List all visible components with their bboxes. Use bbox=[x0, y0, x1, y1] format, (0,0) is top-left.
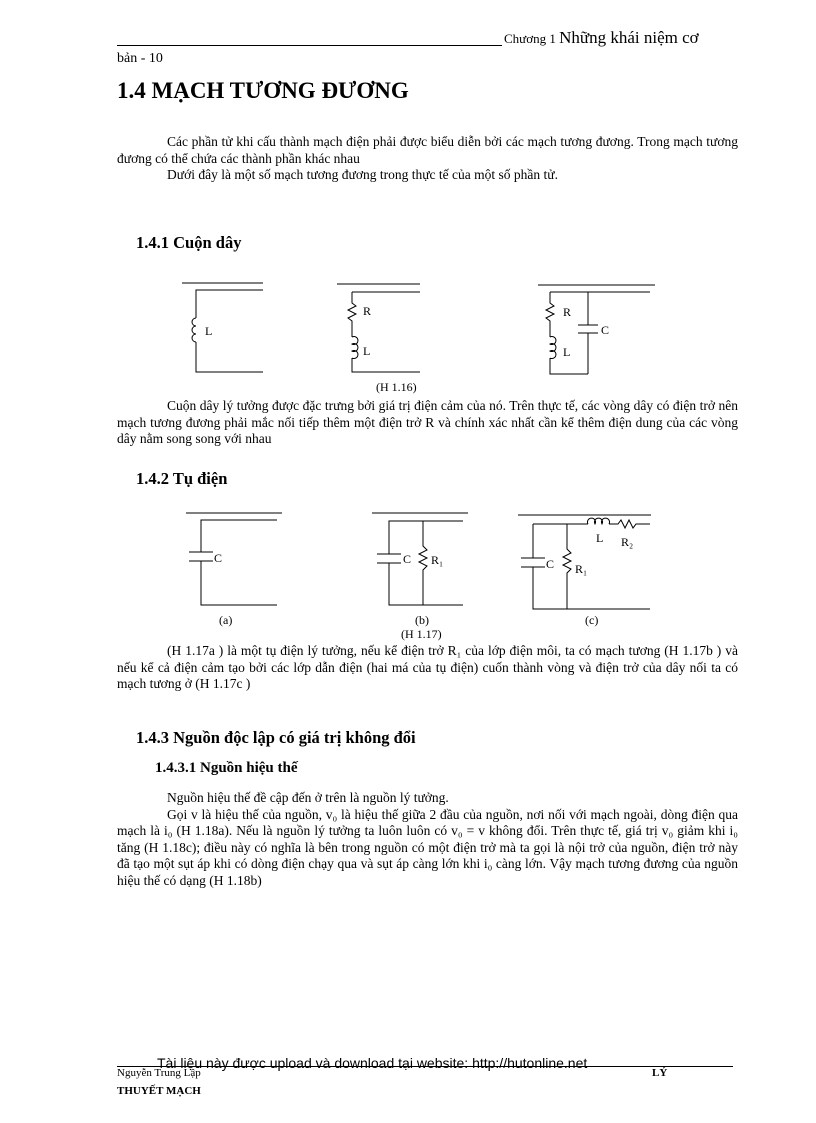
footer-right-text: LÝ bbox=[652, 1067, 668, 1079]
label-C: C bbox=[403, 552, 412, 566]
section-title: 1.4 MẠCH TƯƠNG ĐƯƠNG bbox=[117, 78, 409, 103]
label-R1: R₁ bbox=[575, 562, 588, 576]
label-L: L bbox=[363, 344, 371, 358]
chapter-title: Những khái niệm cơ bbox=[559, 28, 699, 47]
footer-watermark: Tài liệu này được upload và download tại website: http://hutonline.net bbox=[157, 1055, 588, 1071]
capacitor-paragraph: (H 1.17a ) là một tụ điện lý tưởng, nếu kể điện trở R₁ của lớp điện môi, ta có mạch tương (H 1.17b ) và nếu kể cả điện cảm tạo bởi các lớp dẫn điện (hai má của tụ điện) cuốn thành vòng và điện trở của dây nối ta có mạch tương ở (H 1.17c ) bbox=[117, 643, 738, 691]
page-number-line: bản - 10 bbox=[117, 51, 163, 66]
label-C: C bbox=[601, 323, 610, 337]
label-L: L bbox=[563, 345, 571, 359]
label-R2: R₂ bbox=[621, 535, 634, 549]
label-C: C bbox=[546, 557, 555, 571]
intro-paragraph-1: Các phần tử khi cấu thành mạch điện phải được biểu diễn bởi các mạch tương đương. Trong mạch tương đương có thể chứa các thành phần khác nhau bbox=[117, 134, 738, 166]
circuit-capacitor-parallel-r1 bbox=[372, 513, 468, 605]
label-R: R bbox=[563, 305, 572, 319]
heading-sources: 1.4.3 Nguồn độc lập có giá trị không đổi bbox=[136, 728, 416, 747]
label-C: C bbox=[214, 551, 223, 565]
circuit-ideal-capacitor bbox=[186, 513, 282, 605]
footer-subject: THUYẾT MẠCH bbox=[117, 1085, 201, 1097]
label-R: R bbox=[363, 304, 372, 318]
label-R1: R₁ bbox=[431, 553, 444, 567]
capacitor-text bbox=[117, 643, 738, 693]
inductor-paragraph: Cuộn dây lý tưởng được đặc trưng bởi giá trị điện cảm của nó. Trên thực tế, các vòng dây có điện trở nên mạch tương đương phải mắc nối tiếp thêm một điện trở R và chính xác nhất cần kể thêm điện dung của các vòng dây nằm song song với nhau bbox=[117, 398, 738, 446]
circuit-capacitor-full bbox=[518, 515, 651, 609]
sub-caption-c: (c) bbox=[585, 613, 599, 627]
label-L: L bbox=[596, 531, 604, 545]
heading-voltage-source: 1.4.3.1 Nguồn hiệu thế bbox=[155, 760, 298, 776]
chapter-prefix: Chương 1 bbox=[504, 31, 556, 46]
footer-author: Nguyễn Trung Lập bbox=[117, 1067, 201, 1079]
sub-caption-a: (a) bbox=[219, 613, 233, 627]
sub-caption-b: (b) bbox=[415, 613, 429, 627]
voltage-source-paragraph-2: Gọi v là hiệu thế của nguồn, v₀ là hiệu thế giữa 2 đầu của nguồn, nơi nối với mạch ngoài, dòng điện qua mạch là i₀ (H 1.18a). Nếu là nguồn lý tưởng ta luôn luôn có v₀ = v không đổi. Trên thực tế, giá trị v₀ giảm khi i₀ tăng (H 1.18c); điều này có nghĩa là bên trong nguồn có một điện trở mà ta gọi là nội trở của nguồn, điện trở này đã tạo một sụt áp khi có dòng điện chạy qua và sụt áp càng lớn khi i₀ càng lớn. Vậy mạch tương đương của nguồn hiệu thế có dạng (H 1.18b) bbox=[117, 806, 738, 888]
heading-capacitor: 1.4.2 Tụ điện bbox=[136, 469, 228, 488]
label-L: L bbox=[205, 324, 213, 338]
figure-caption-h117: (H 1.17) bbox=[401, 627, 442, 641]
figure-caption-h116: (H 1.16) bbox=[376, 380, 417, 394]
heading-inductor: 1.4.1 Cuộn dây bbox=[136, 233, 242, 252]
voltage-source-paragraph-1: Nguồn hiệu thế đề cập đến ở trên là nguồn lý tưởng. bbox=[167, 790, 449, 805]
intro-paragraph-2: Dưới đây là một số mạch tương đương trong thực tế của một số phần tử. bbox=[167, 167, 558, 182]
voltage-source-text bbox=[117, 790, 738, 889]
